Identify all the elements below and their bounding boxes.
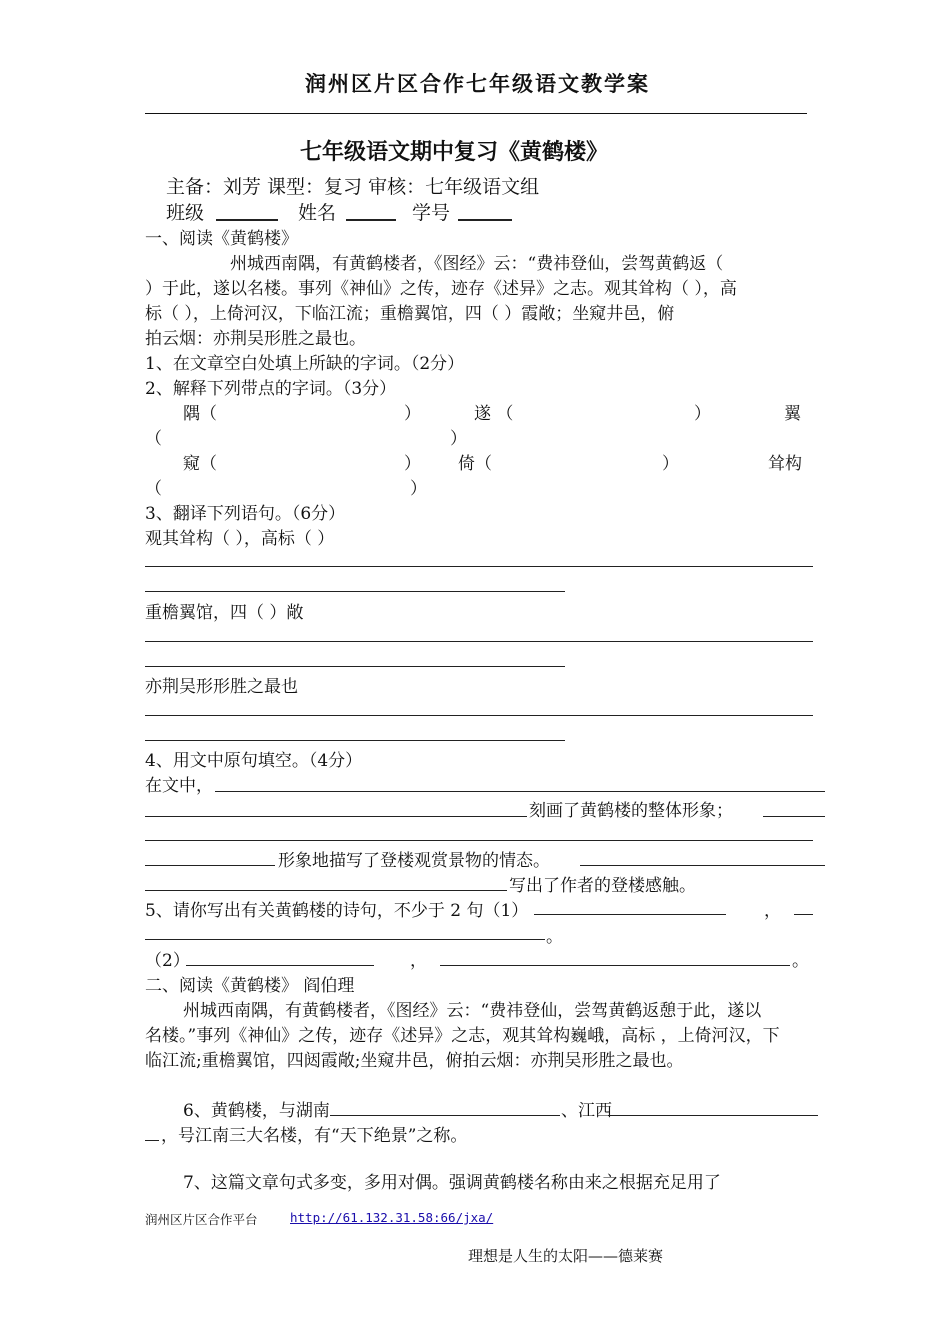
q2-term-yu: 隅（ <box>183 404 217 424</box>
q2-term-kui-close: ） <box>404 454 421 474</box>
answer-line[interactable] <box>330 1115 560 1116</box>
q4-line-2: 刻画了黄鹤楼的整体形象； <box>529 801 733 821</box>
name-field[interactable] <box>346 219 396 221</box>
question-3: 3、翻译下列语句。（6分） <box>145 504 346 524</box>
answer-line[interactable] <box>145 939 545 940</box>
name-label: 姓名 <box>298 202 337 224</box>
q4-line-1: 在文中， <box>145 776 213 796</box>
section2-para-line3: 临江流;重檐翼馆，四闼霞敞;坐窥井邑，俯拍云烟：亦荆吴形胜之最也。 <box>145 1051 684 1071</box>
answer-line[interactable] <box>580 865 825 866</box>
answer-line[interactable] <box>794 914 813 915</box>
q4-line-4: 写出了作者的登楼感触。 <box>509 876 696 896</box>
q2-term-yi2: 倚（ <box>458 454 492 474</box>
answer-line[interactable] <box>145 715 813 716</box>
q5-part-2: （2） <box>145 951 190 971</box>
question-4: 4、用文中原句填空。（4分） <box>145 751 363 771</box>
q2-term-yi-open: （ <box>145 429 162 449</box>
question-5: 5、请你写出有关黄鹤楼的诗句，不少于 2 句（1） <box>145 901 529 921</box>
q2-term-yi: 翼 <box>784 404 801 424</box>
footer-platform: 润州区片区合作平台 <box>145 1212 258 1227</box>
section1-para-line2: ）于此，遂以名楼。事列《神仙》之传，迹存《述异》之志。观其耸构（ ），高 <box>145 279 737 299</box>
number-field[interactable] <box>458 219 512 221</box>
q5-comma: ， <box>764 901 781 921</box>
section2-para-line2: 名楼。”事列《神仙》之传，迹存《述异》之志，观其耸构巍峨，高标 ，上倚河汉，下 <box>145 1026 780 1046</box>
answer-line[interactable] <box>186 965 374 966</box>
q2-term-yi-close: ） <box>450 429 467 449</box>
q4-line-3: 形象地描写了登楼观赏景物的情态。 <box>278 851 550 871</box>
answer-line[interactable] <box>763 816 825 817</box>
q2-term-yi2-close: ） <box>662 454 679 474</box>
section1-para-line4: 拍云烟：亦荆吴形胜之最也。 <box>145 329 366 349</box>
q3-sentence-1: 观其耸构（ ），高标（ ） <box>145 529 335 549</box>
q2-term-yu-close: ） <box>404 404 421 424</box>
question-6-c: ，号江南三大名楼，有“天下绝景”之称。 <box>161 1126 468 1146</box>
answer-line[interactable] <box>145 591 565 592</box>
q2-term-sui: 遂 （ <box>474 404 514 424</box>
question-7: 7、这篇文章句式多变，多用对偶。强调黄鹤楼名称由来之根据充足用了 <box>183 1173 721 1193</box>
answer-line[interactable] <box>145 740 565 741</box>
q2-term-sui-close: ） <box>694 404 711 424</box>
answer-line[interactable] <box>145 641 813 642</box>
question-1: 1、在文章空白处填上所缺的字词。（2分） <box>145 354 465 374</box>
footer-quote: 理想是人生的太阳——德莱赛 <box>468 1247 664 1265</box>
answer-line[interactable] <box>145 865 275 866</box>
class-label: 班级 <box>166 202 205 224</box>
answer-line[interactable] <box>145 816 527 817</box>
section1-heading: 一、阅读《黄鹤楼》 <box>145 229 298 249</box>
q2-term-songgou: 耸构 <box>768 454 802 474</box>
answer-line[interactable] <box>145 840 813 841</box>
section1-para-line1: 州城西南隅，有黄鹤楼者，《图经》云：“费祎登仙，尝驾黄鹤返（ <box>230 254 724 274</box>
answer-line[interactable] <box>440 965 790 966</box>
class-field[interactable] <box>216 219 278 221</box>
page-title: 七年级语文期中复习《黄鹤楼》 <box>300 140 609 165</box>
answer-line[interactable] <box>145 666 565 667</box>
question-2: 2、解释下列带点的字词。（3分） <box>145 379 397 399</box>
answer-line[interactable] <box>145 1140 159 1141</box>
meta-line: 主备：刘芳 课型：复习 审核：七年级语文组 <box>166 176 540 198</box>
q3-sentence-3: 亦荆吴形形胜之最也 <box>145 677 298 697</box>
question-6-b: 、江西 <box>561 1101 612 1121</box>
section2-para-line1: 州城西南隅，有黄鹤楼者，《图经》云：“费祎登仙，尝驾黄鹤返憩于此，遂以 <box>183 1001 762 1021</box>
section2-heading: 二、阅读《黄鹤楼》 阎伯理 <box>145 976 355 996</box>
number-label: 学号 <box>412 202 451 224</box>
header-rule <box>145 113 807 114</box>
question-6-a: 6、黄鹤楼，与湖南 <box>183 1101 330 1121</box>
q2-term-songgou-open: （ <box>145 479 162 499</box>
answer-line[interactable] <box>534 914 726 915</box>
q2-term-songgou-close: ） <box>410 479 427 499</box>
answer-line[interactable] <box>215 791 825 792</box>
answer-line[interactable] <box>608 1115 818 1116</box>
q5-l2-period: 。 <box>792 951 809 971</box>
q3-sentence-2: 重檐翼馆，四（ ）敞 <box>145 603 304 623</box>
footer-link[interactable]: http://61.132.31.58:66/jxa/ <box>290 1210 494 1225</box>
header-title: 润州区片区合作七年级语文教学案 <box>305 72 650 96</box>
q5-period: 。 <box>546 927 563 947</box>
q2-term-kui: 窥（ <box>183 454 217 474</box>
q5-l2-comma: ， <box>410 951 427 971</box>
answer-line[interactable] <box>145 566 813 567</box>
section1-para-line3: 标（ ），上倚河汉，下临江流；重檐翼馆，四（ ）霞敞；坐窥井邑，俯 <box>145 304 675 324</box>
answer-line[interactable] <box>145 890 507 891</box>
